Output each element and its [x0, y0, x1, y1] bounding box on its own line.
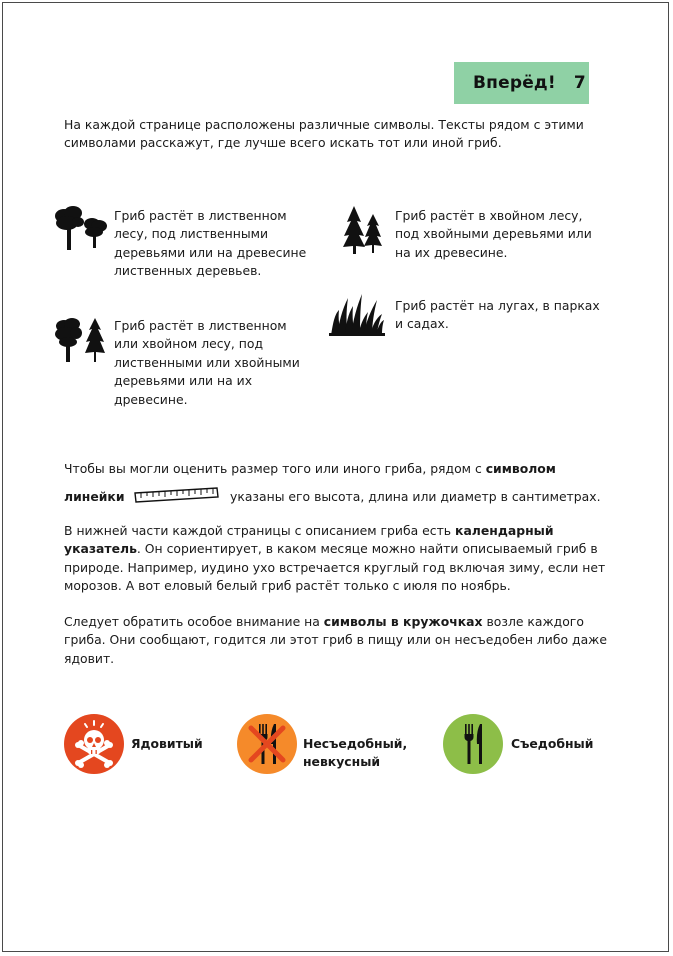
- coniferous-trees-icon: [343, 206, 385, 254]
- poisonous-badge: [64, 714, 124, 774]
- mixed-forest-text: Гриб растёт в лиственном или хвойном лесу, под лиственными или хвойными деревьями или на их древесине.: [114, 318, 300, 407]
- inedible-label-line2: невкусный: [303, 754, 381, 769]
- calendar-text-part1: В нижней части каждой страницы с описанием гриба есть: [64, 523, 456, 538]
- chapter-tag: [454, 62, 589, 104]
- circles-text-part1: Следует обратить особое внимание на: [64, 614, 324, 629]
- inedible-label-line1: Несъедобный,: [303, 736, 408, 751]
- deciduous-trees-icon: [52, 204, 110, 252]
- circles-text-part2: возле каждого гриба. Они сообщают, годится ли этот гриб в пищу или он несъедобен либо даже ядовит.: [64, 614, 607, 666]
- grass-meadow-icon: [329, 292, 385, 336]
- cutlery-icon: [443, 714, 503, 774]
- calendar-paragraph: [64, 522, 609, 596]
- poisonous-label: Ядовитый: [131, 736, 203, 751]
- chapter-title: Вперёд!: [473, 73, 556, 93]
- circles-paragraph: [64, 613, 609, 668]
- ruler-bold-ruler: линейки: [64, 489, 125, 504]
- ruler-text-part1: Чтобы вы могли оценить размер того или иного гриба, рядом с: [64, 461, 486, 476]
- circles-bold: символы в кружочках: [323, 614, 483, 629]
- edible-badge: [443, 714, 503, 774]
- edible-label: Съедобный: [511, 736, 594, 751]
- ruler-icon: [133, 485, 219, 505]
- skull-crossbones-icon: [64, 714, 124, 774]
- inedible-badge: [237, 714, 297, 774]
- ruler-text-part2: указаны его высота, длина или диаметр в сантиметрах.: [230, 489, 601, 504]
- meadow-text: Гриб растёт на лугах, в парках и садах.: [395, 298, 600, 332]
- page-number: 7: [573, 73, 586, 93]
- mixed-forest-icon: [53, 316, 107, 364]
- crossed-cutlery-icon: [237, 714, 297, 774]
- deciduous-forest-text: Гриб растёт в лиственном лесу, под лиственными деревьями или на древесине лиственных деревьев.: [114, 208, 307, 279]
- intro-paragraph: На каждой странице расположены различные символы. Тексты рядом с этими символами расскажут, где лучше всего искать тот или иной гриб.: [64, 117, 584, 151]
- ruler-paragraph: [64, 460, 609, 478]
- calendar-bold: календарный указатель: [64, 523, 554, 557]
- coniferous-forest-text: Гриб растёт в хвойном лесу, под хвойными деревьями или на их древесине.: [395, 208, 592, 260]
- ruler-bold-symbol: символом: [485, 461, 556, 476]
- calendar-text-part2: . Он сориентирует, в каком месяце можно найти описываемый гриб в природе. Например, иудино ухо встречается круглый год включая зиму, если нет морозов. А вот еловый белый гриб растёт только с июля по ноябрь.: [64, 541, 606, 594]
